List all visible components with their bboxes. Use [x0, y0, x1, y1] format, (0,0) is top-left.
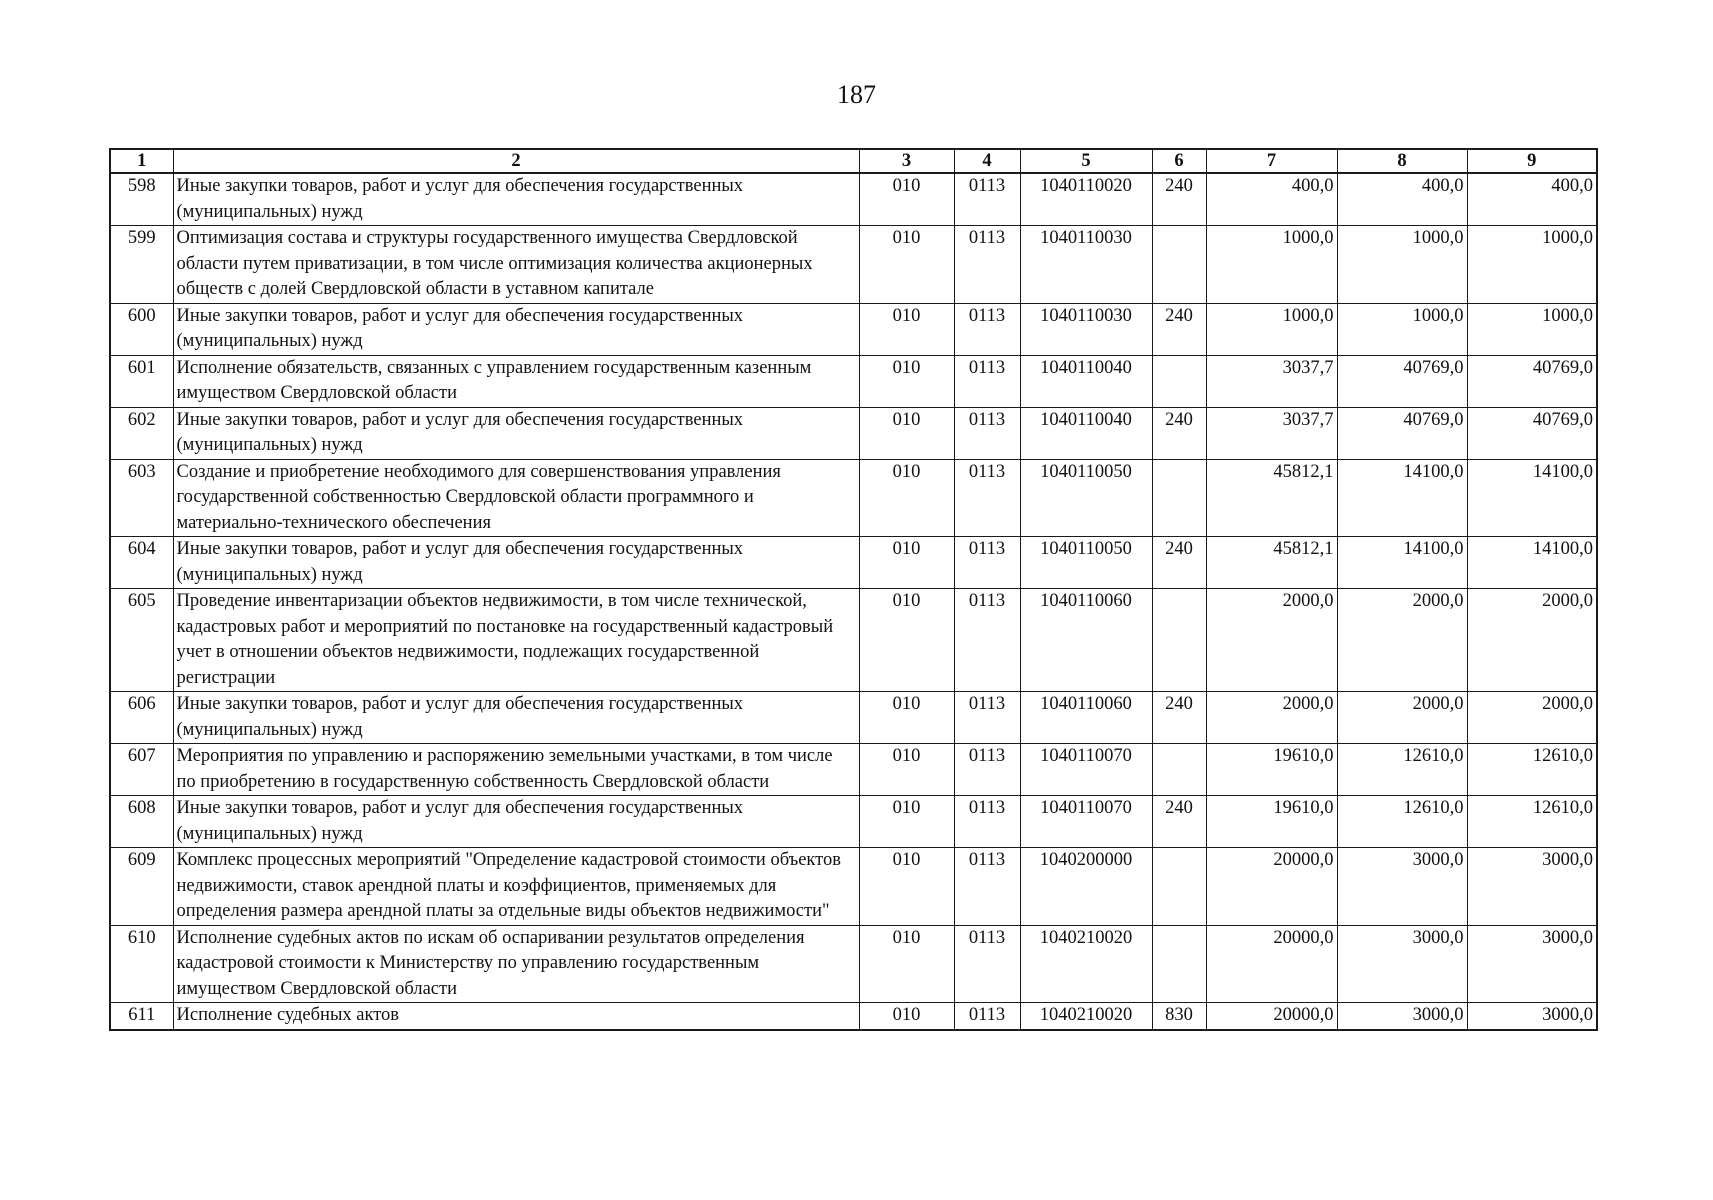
- amount-col-8: 40769,0: [1337, 355, 1467, 407]
- row-number: 611: [110, 1003, 173, 1030]
- code-col-4: 0113: [954, 303, 1020, 355]
- code-col-6: 240: [1152, 407, 1206, 459]
- row-name: Иные закупки товаров, работ и услуг для обеспечения государственных (муниципальных) нужд: [173, 173, 859, 226]
- code-col-5: 1040110050: [1020, 459, 1152, 537]
- code-col-6: [1152, 744, 1206, 796]
- code-col-3: 010: [859, 459, 954, 537]
- row-number: 609: [110, 848, 173, 926]
- amount-col-7: 45812,1: [1206, 459, 1337, 537]
- code-col-3: 010: [859, 744, 954, 796]
- row-name: Исполнение судебных актов: [173, 1003, 859, 1030]
- amount-col-8: 12610,0: [1337, 796, 1467, 848]
- column-header: 1: [110, 149, 173, 173]
- column-header: 8: [1337, 149, 1467, 173]
- table-row: [110, 459, 1597, 537]
- row-name: Исполнение судебных актов по искам об оспаривании результатов определения кадастровой стоимости к Министерству по управлению государственным имуществом Свердловской области: [173, 925, 859, 1003]
- amount-col-7: 20000,0: [1206, 848, 1337, 926]
- code-col-5: 1040110030: [1020, 226, 1152, 304]
- row-name: Проведение инвентаризации объектов недвижимости, в том числе технической, кадастровых работ и мероприятий по постановке на государственный кадастровый учет в отношении объектов недвижимости, подлежащих государственной регистрации: [173, 589, 859, 692]
- column-header: 9: [1467, 149, 1597, 173]
- amount-col-8: 12610,0: [1337, 744, 1467, 796]
- amount-col-7: 45812,1: [1206, 537, 1337, 589]
- code-col-5: 1040110060: [1020, 692, 1152, 744]
- code-col-5: 1040110070: [1020, 744, 1152, 796]
- row-name: Иные закупки товаров, работ и услуг для обеспечения государственных (муниципальных) нужд: [173, 537, 859, 589]
- code-col-6: [1152, 355, 1206, 407]
- row-number: 606: [110, 692, 173, 744]
- code-col-3: 010: [859, 303, 954, 355]
- code-col-4: 0113: [954, 848, 1020, 926]
- code-col-6: 830: [1152, 1003, 1206, 1030]
- code-col-5: 1040200000: [1020, 848, 1152, 926]
- code-col-6: [1152, 589, 1206, 692]
- amount-col-8: 3000,0: [1337, 848, 1467, 926]
- row-name: Комплекс процессных мероприятий "Определение кадастровой стоимости объектов недвижимости, ставок арендной платы и коэффициентов, применяемых для определения размера арендной платы за отдельные виды объектов недвижимости": [173, 848, 859, 926]
- code-col-3: 010: [859, 226, 954, 304]
- code-col-3: 010: [859, 925, 954, 1003]
- amount-col-7: 3037,7: [1206, 355, 1337, 407]
- code-col-6: 240: [1152, 692, 1206, 744]
- code-col-3: 010: [859, 355, 954, 407]
- amount-col-9: 3000,0: [1467, 925, 1597, 1003]
- code-col-4: 0113: [954, 226, 1020, 304]
- amount-col-8: 14100,0: [1337, 537, 1467, 589]
- code-col-5: 1040110060: [1020, 589, 1152, 692]
- amount-col-9: 400,0: [1467, 173, 1597, 226]
- amount-col-7: 1000,0: [1206, 226, 1337, 304]
- amount-col-7: 1000,0: [1206, 303, 1337, 355]
- code-col-4: 0113: [954, 744, 1020, 796]
- amount-col-9: 12610,0: [1467, 796, 1597, 848]
- budget-table: [109, 148, 1598, 1031]
- column-header: 6: [1152, 149, 1206, 173]
- amount-col-9: 3000,0: [1467, 848, 1597, 926]
- amount-col-8: 3000,0: [1337, 925, 1467, 1003]
- code-col-3: 010: [859, 173, 954, 226]
- table-row: [110, 1003, 1597, 1030]
- code-col-4: 0113: [954, 589, 1020, 692]
- amount-col-9: 2000,0: [1467, 589, 1597, 692]
- code-col-6: 240: [1152, 537, 1206, 589]
- amount-col-8: 40769,0: [1337, 407, 1467, 459]
- table-row: [110, 407, 1597, 459]
- row-name: Иные закупки товаров, работ и услуг для обеспечения государственных (муниципальных) нужд: [173, 692, 859, 744]
- code-col-3: 010: [859, 796, 954, 848]
- table-row: [110, 925, 1597, 1003]
- amount-col-7: 19610,0: [1206, 796, 1337, 848]
- page-number: 187: [837, 80, 876, 109]
- column-header: 5: [1020, 149, 1152, 173]
- row-number: 603: [110, 459, 173, 537]
- row-number: 607: [110, 744, 173, 796]
- table-row: [110, 692, 1597, 744]
- row-name: Создание и приобретение необходимого для совершенствования управления государственной собственностью Свердловской области программного и материально-технического обеспечения: [173, 459, 859, 537]
- code-col-4: 0113: [954, 796, 1020, 848]
- code-col-4: 0113: [954, 692, 1020, 744]
- amount-col-9: 40769,0: [1467, 407, 1597, 459]
- amount-col-9: 12610,0: [1467, 744, 1597, 796]
- code-col-5: 1040110070: [1020, 796, 1152, 848]
- amount-col-8: 2000,0: [1337, 692, 1467, 744]
- code-col-4: 0113: [954, 407, 1020, 459]
- amount-col-9: 14100,0: [1467, 537, 1597, 589]
- table-row: [110, 848, 1597, 926]
- amount-col-8: 3000,0: [1337, 1003, 1467, 1030]
- table-row: [110, 355, 1597, 407]
- row-name: Мероприятия по управлению и распоряжению земельными участками, в том числе по приобретению в государственную собственность Свердловской области: [173, 744, 859, 796]
- amount-col-8: 14100,0: [1337, 459, 1467, 537]
- code-col-4: 0113: [954, 537, 1020, 589]
- amount-col-7: 400,0: [1206, 173, 1337, 226]
- amount-col-7: 20000,0: [1206, 925, 1337, 1003]
- code-col-5: 1040110050: [1020, 537, 1152, 589]
- row-number: 610: [110, 925, 173, 1003]
- table-row: [110, 303, 1597, 355]
- code-col-6: 240: [1152, 303, 1206, 355]
- row-name: Иные закупки товаров, работ и услуг для обеспечения государственных (муниципальных) нужд: [173, 796, 859, 848]
- table-row: [110, 173, 1597, 226]
- code-col-3: 010: [859, 537, 954, 589]
- amount-col-8: 400,0: [1337, 173, 1467, 226]
- column-header: 2: [173, 149, 859, 173]
- amount-col-8: 2000,0: [1337, 589, 1467, 692]
- amount-col-7: 20000,0: [1206, 1003, 1337, 1030]
- code-col-6: [1152, 459, 1206, 537]
- row-number: 602: [110, 407, 173, 459]
- code-col-6: [1152, 226, 1206, 304]
- amount-col-9: 3000,0: [1467, 1003, 1597, 1030]
- code-col-6: [1152, 925, 1206, 1003]
- code-col-3: 010: [859, 589, 954, 692]
- code-col-4: 0113: [954, 355, 1020, 407]
- code-col-3: 010: [859, 407, 954, 459]
- header-row: [110, 149, 1597, 173]
- amount-col-9: 2000,0: [1467, 692, 1597, 744]
- code-col-3: 010: [859, 1003, 954, 1030]
- amount-col-7: 2000,0: [1206, 589, 1337, 692]
- amount-col-8: 1000,0: [1337, 226, 1467, 304]
- code-col-5: 1040210020: [1020, 1003, 1152, 1030]
- row-number: 601: [110, 355, 173, 407]
- row-number: 604: [110, 537, 173, 589]
- row-number: 608: [110, 796, 173, 848]
- table-row: [110, 589, 1597, 692]
- row-name: Оптимизация состава и структуры государственного имущества Свердловской области путем приватизации, в том числе оптимизация количества акционерных обществ с долей Свердловской области в уставном капитале: [173, 226, 859, 304]
- amount-col-7: 3037,7: [1206, 407, 1337, 459]
- code-col-6: 240: [1152, 173, 1206, 226]
- row-name: Иные закупки товаров, работ и услуг для обеспечения государственных (муниципальных) нужд: [173, 407, 859, 459]
- table-body: [110, 173, 1597, 1030]
- amount-col-7: 19610,0: [1206, 744, 1337, 796]
- table-row: [110, 796, 1597, 848]
- column-header: 3: [859, 149, 954, 173]
- column-header: 4: [954, 149, 1020, 173]
- row-name: Исполнение обязательств, связанных с управлением государственным казенным имуществом Свердловской области: [173, 355, 859, 407]
- code-col-4: 0113: [954, 1003, 1020, 1030]
- amount-col-8: 1000,0: [1337, 303, 1467, 355]
- amount-col-9: 14100,0: [1467, 459, 1597, 537]
- code-col-3: 010: [859, 848, 954, 926]
- row-name: Иные закупки товаров, работ и услуг для обеспечения государственных (муниципальных) нужд: [173, 303, 859, 355]
- code-col-5: 1040110040: [1020, 355, 1152, 407]
- row-number: 600: [110, 303, 173, 355]
- amount-col-9: 1000,0: [1467, 226, 1597, 304]
- code-col-6: 240: [1152, 796, 1206, 848]
- code-col-5: 1040110020: [1020, 173, 1152, 226]
- code-col-4: 0113: [954, 173, 1020, 226]
- code-col-3: 010: [859, 692, 954, 744]
- amount-col-9: 1000,0: [1467, 303, 1597, 355]
- table-row: [110, 226, 1597, 304]
- table-row: [110, 744, 1597, 796]
- amount-col-7: 2000,0: [1206, 692, 1337, 744]
- table-header: [110, 149, 1597, 173]
- code-col-4: 0113: [954, 459, 1020, 537]
- amount-col-9: 40769,0: [1467, 355, 1597, 407]
- table-row: [110, 537, 1597, 589]
- code-col-6: [1152, 848, 1206, 926]
- code-col-4: 0113: [954, 925, 1020, 1003]
- row-number: 599: [110, 226, 173, 304]
- code-col-5: 1040210020: [1020, 925, 1152, 1003]
- code-col-5: 1040110030: [1020, 303, 1152, 355]
- code-col-5: 1040110040: [1020, 407, 1152, 459]
- row-number: 605: [110, 589, 173, 692]
- column-header: 7: [1206, 149, 1337, 173]
- row-number: 598: [110, 173, 173, 226]
